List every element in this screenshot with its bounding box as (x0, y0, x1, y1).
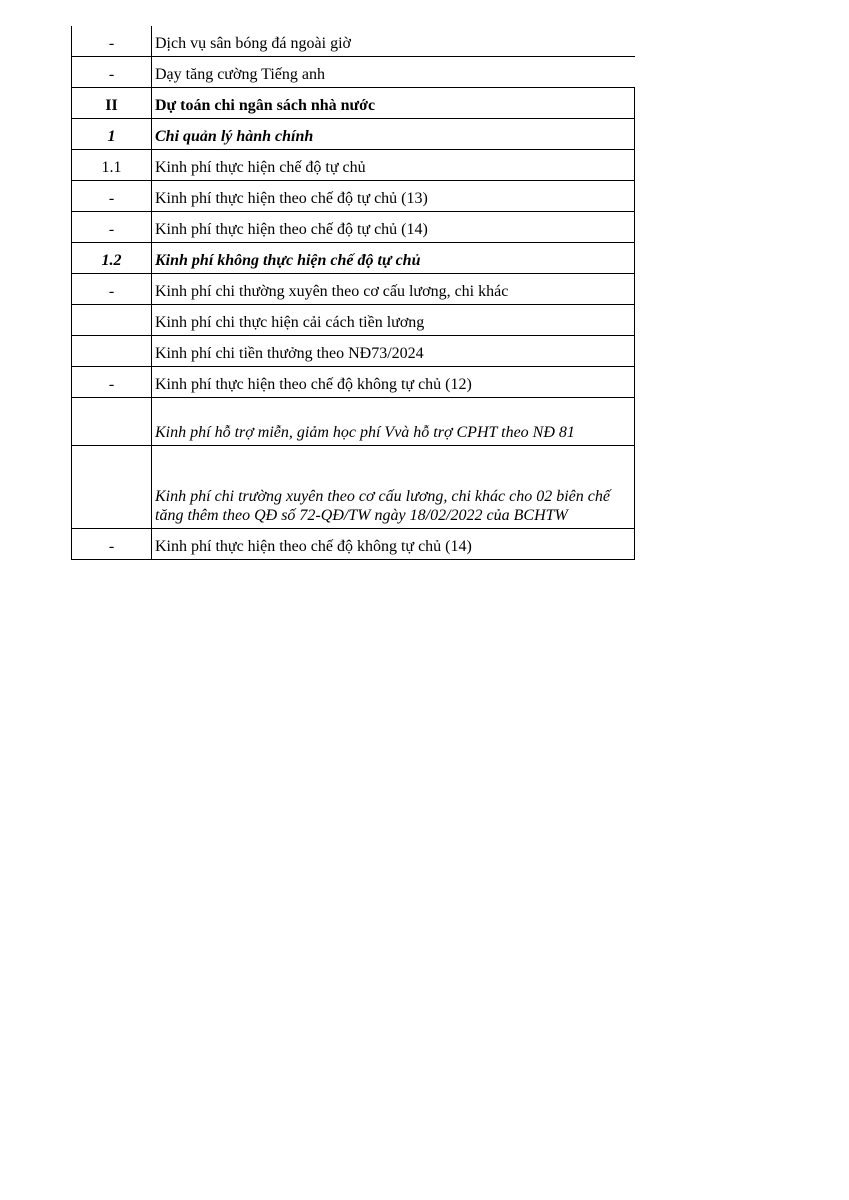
row-number: - (72, 212, 152, 243)
row-content: Kinh phí chi tiền thưởng theo NĐ73/2024 (152, 336, 635, 367)
budget-sheet (71, 26, 634, 560)
table-row (72, 212, 635, 243)
row-content: Kinh phí hỗ trợ miễn, giảm học phí Vvà hỗ trợ CPHT theo NĐ 81 (152, 398, 635, 446)
row-number (72, 398, 152, 446)
row-content: Kinh phí thực hiện theo chế độ tự chủ (13) (152, 181, 635, 212)
table-row (72, 88, 635, 119)
table-row (72, 150, 635, 181)
row-content: Dự toán chi ngân sách nhà nước (152, 88, 635, 119)
row-content: Chi quản lý hành chính (152, 119, 635, 150)
table-row (72, 336, 635, 367)
row-number: - (72, 367, 152, 398)
row-content: Dạy tăng cường Tiếng anh (152, 57, 635, 88)
row-number: 1.1 (72, 150, 152, 181)
row-number: - (72, 529, 152, 560)
row-number: - (72, 26, 152, 57)
table-row (72, 305, 635, 336)
table-row (72, 446, 635, 529)
table-row (72, 119, 635, 150)
budget-table (71, 26, 635, 560)
row-content: Kinh phí không thực hiện chế độ tự chủ (152, 243, 635, 274)
row-number: - (72, 274, 152, 305)
row-content: Kinh phí chi trường xuyên theo cơ cấu lương, chi khác cho 02 biên chế tăng thêm theo QĐ số 72-QĐ/TW ngày 18/02/2022 của BCHTW (152, 446, 635, 529)
table-row (72, 57, 635, 88)
row-number (72, 336, 152, 367)
table-row (72, 26, 635, 57)
row-content: Kinh phí thực hiện theo chế độ không tự chủ (14) (152, 529, 635, 560)
table-row (72, 243, 635, 274)
row-number: 1.2 (72, 243, 152, 274)
table-row (72, 367, 635, 398)
row-number (72, 446, 152, 529)
row-content: Kinh phí chi thường xuyên theo cơ cấu lương, chi khác (152, 274, 635, 305)
row-content: Kinh phí thực hiện theo chế độ tự chủ (14) (152, 212, 635, 243)
row-content: Kinh phí thực hiện chế độ tự chủ (152, 150, 635, 181)
row-content: Kinh phí thực hiện theo chế độ không tự chủ (12) (152, 367, 635, 398)
row-number: II (72, 88, 152, 119)
row-number (72, 305, 152, 336)
table-row (72, 181, 635, 212)
table-row (72, 274, 635, 305)
table-row (72, 529, 635, 560)
row-number: - (72, 57, 152, 88)
table-row (72, 398, 635, 446)
row-content: Kinh phí chi thực hiện cải cách tiền lương (152, 305, 635, 336)
row-content: Dịch vụ sân bóng đá ngoài giờ (152, 26, 635, 57)
row-number: 1 (72, 119, 152, 150)
row-number: - (72, 181, 152, 212)
